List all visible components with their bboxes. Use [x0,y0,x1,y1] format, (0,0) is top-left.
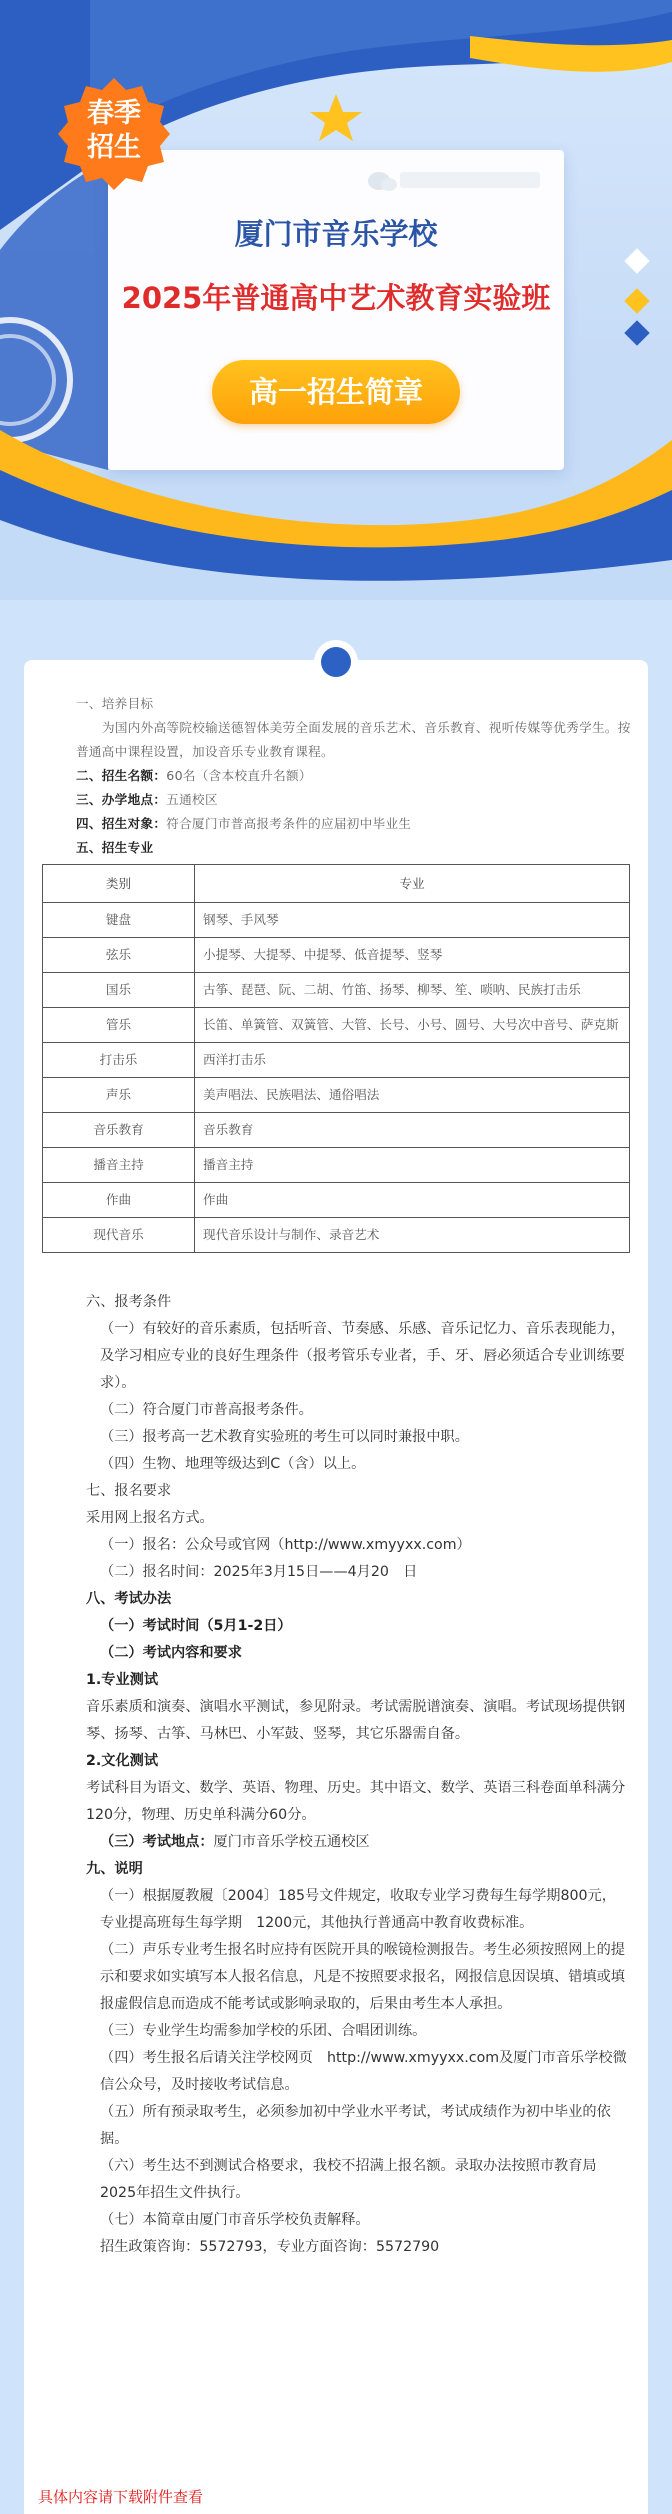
brochure-pill: 高一招生简章 [212,360,460,424]
diamond-yellow [624,288,649,313]
culture-test-heading: 2.文化测试 [86,1753,159,1769]
row-majors: 音乐教育 [195,1113,630,1148]
exam-time-value: （5月1-2日） [199,1618,292,1634]
row-category: 管乐 [43,1008,195,1043]
exam-location-label: （三）考试地点： [100,1834,214,1850]
target-line [36,812,636,836]
registration-channel-value: 公众号或官网（http://www.xmyyxx.com） [185,1537,471,1553]
registration-heading: 七、报名要求 [86,1483,172,1499]
diamond-white [624,248,649,273]
star-icon [310,94,362,141]
requirements-heading: 六、报考条件 [86,1294,172,1310]
row-category: 国乐 [43,973,195,1008]
row-category: 声乐 [43,1078,195,1113]
exam-heading: 八、考试办法 [86,1591,172,1607]
row-majors: 播音主持 [195,1148,630,1183]
requirement-item: （三）报考高一艺术教育实验班的考生可以同时兼报中职。 [100,1429,469,1445]
registration-channel [86,1532,628,1559]
goal-body: 为国内外高等院校输送德智体美劳全面发展的音乐艺术、音乐教育、视听传媒等优秀学生。按普通高中课程设置，加设音乐专业教育课程。 [76,720,631,759]
exam-content-heading: （二）考试内容和要求 [100,1645,242,1661]
notes-heading: 九、说明 [86,1861,143,1877]
download-attachment-link[interactable]: 具体内容请下载附件查看 [38,2488,204,2506]
registration-intro: 采用网上报名方式。 [86,1510,214,1526]
table-row [43,1043,630,1078]
header-banner [0,0,672,600]
table-row [43,903,630,938]
table-row [43,1183,630,1218]
row-category: 键盘 [43,903,195,938]
row-majors: 钢琴、手风琴 [195,903,630,938]
watermark [400,172,540,188]
requirements-section [36,1289,636,2261]
target-value: 符合厦门市普高报考条件的应届初中毕业生 [166,816,412,831]
requirement-item: （一）有较好的音乐素质，包括听音、节奏感、乐感、音乐记忆力、音乐表现能力，及学习相应专业的良好生理条件（报考管乐专业者，手、牙、唇必须适合专业训练要求）。 [100,1321,625,1391]
location-line [36,788,636,812]
row-category: 打击乐 [43,1043,195,1078]
exam-time-label: （一）考试时间 [100,1618,200,1634]
culture-test-body: 考试科目为语文、数学、英语、物理、历史。其中语文、数学、英语三科卷面单科满分120分，物理、历史单科满分60分。 [86,1780,626,1823]
majors-heading: 五、招生专业 [76,840,154,855]
exam-location-value: 厦门市音乐学校五通校区 [213,1834,370,1850]
requirement-item: （二）符合厦门市普高报考条件。 [100,1402,313,1418]
row-majors: 作曲 [195,1183,630,1218]
location-label: 三、办学地点： [76,792,167,807]
badge-line-2: 招生 [87,132,141,162]
row-category: 现代音乐 [43,1218,195,1253]
registration-time [86,1559,628,1586]
article-content [36,692,636,2261]
row-majors: 现代音乐设计与制作、录音艺术 [195,1218,630,1253]
school-name: 厦门市音乐学校 [234,217,438,251]
professional-test-body: 音乐素质和演奏、演唱水平测试，参见附录。考试需脱谱演奏、演唱。考试现场提供钢琴、扬琴、古筝、马林巴、小军鼓、竖琴，其它乐器需自备。 [86,1699,626,1742]
requirement-item: （四）生物、地理等级达到C（含）以上。 [100,1456,366,1472]
row-category: 作曲 [43,1183,195,1218]
diamond-blue [624,320,649,345]
note-item: （二）声乐专业考生报名时应持有医院开具的喉镜检测报告。考生必须按照网上的提示和要求如实填写本人报名信息，凡是不按照要求报名，网报信息因误填、错填或填报虚假信息而造成不能考试或影响录取的，后果由考生本人承担。 [100,1942,625,2012]
location-value: 五通校区 [166,792,218,807]
note-item: （一）根据厦教履〔2004〕185号文件规定，收取专业学习费每生每学期800元，专业提高班每生每学期 1200元，其他执行普通高中教育收费标准。 [100,1888,616,1931]
note-item: （七）本简章由厦门市音乐学校负责解释。 [100,2212,370,2228]
note-item: （三）专业学生均需参加学校的乐团、合唱团训练。 [100,2023,427,2039]
badge-line-1: 春季 [87,98,141,128]
row-category: 播音主持 [43,1148,195,1183]
wechat-icon [368,172,390,190]
table-row [43,1148,630,1183]
table-row [43,938,630,973]
row-category: 音乐教育 [43,1113,195,1148]
note-item: （四）考生报名后请关注学校网页 http://www.xmyyxx.com及厦门市音乐学校微信公众号，及时接收考试信息。 [100,2050,627,2093]
row-category: 弦乐 [43,938,195,973]
row-majors: 古筝、琵琶、阮、二胡、竹笛、扬琴、柳琴、笙、唢呐、民族打击乐 [195,973,630,1008]
note-item: （五）所有预录取考生，必须参加初中学业水平考试，考试成绩作为初中毕业的依据。 [100,2104,611,2147]
contact-line: 招生政策咨询：5572793，专业方面咨询：5572790 [100,2239,440,2255]
row-majors: 小提琴、大提琴、中提琴、低音提琴、竖琴 [195,938,630,973]
registration-time-label: （二）报名时间： [100,1564,214,1580]
target-label: 四、招生对象： [76,816,167,831]
table-header-major: 专业 [195,865,630,903]
exam-time [86,1613,628,1640]
quota-line [36,764,636,788]
card-top-dot-icon [321,647,351,677]
table-header-category: 类别 [43,865,195,903]
table-header-row [43,865,630,903]
note-item: （六）考生达不到测试合格要求，我校不招满上报名额。录取办法按照市教育局2025年招生文件执行。 [100,2158,597,2201]
registration-channel-label: （一）报名： [100,1537,186,1553]
badge-text [56,96,172,164]
table-row [43,1078,630,1113]
majors-table [42,864,630,1253]
row-majors: 长笛、单簧管、双簧管、大管、长号、小号、圆号、大号次中音号、萨克斯 [195,1008,630,1043]
registration-time-value: 2025年3月15日——4月20 日 [213,1564,418,1580]
table-row [43,1113,630,1148]
goal-heading: 一、培养目标 [76,696,154,711]
exam-location [86,1829,628,1856]
program-title: 2025年普通高中艺术教育实验班 [121,281,551,315]
professional-test-heading: 1.专业测试 [86,1672,159,1688]
quota-value: 60名（含本校直升名额） [166,768,312,783]
row-majors: 美声唱法、民族唱法、通俗唱法 [195,1078,630,1113]
quota-label: 二、招生名额： [76,768,167,783]
table-row [43,1218,630,1253]
table-row [43,973,630,1008]
table-row [43,1008,630,1043]
row-majors: 西洋打击乐 [195,1043,630,1078]
